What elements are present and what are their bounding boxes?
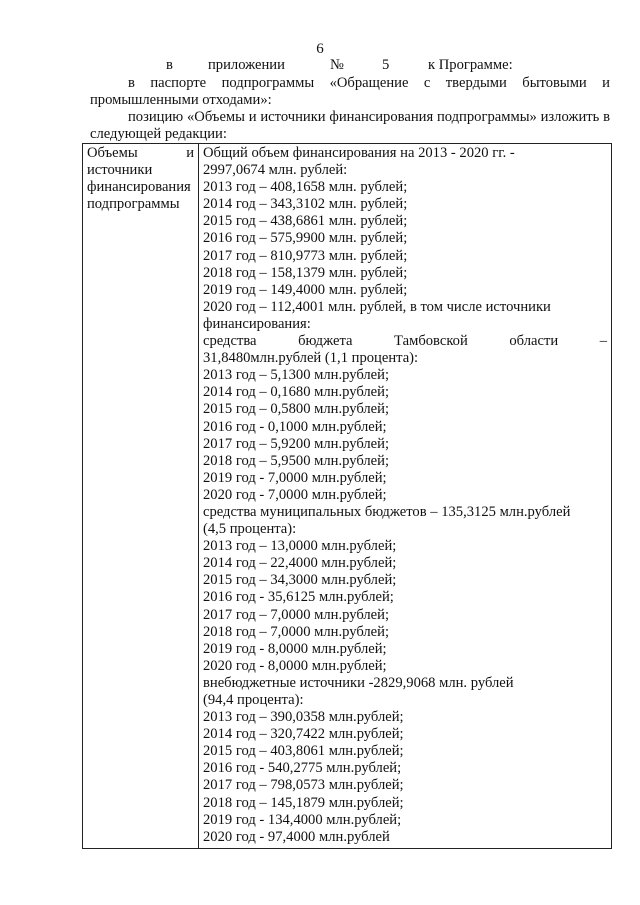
heading-line: источники (87, 162, 153, 179)
financing-line: 2018 год – 158,1379 млн. рублей; (203, 264, 408, 281)
financing-line: средства муниципальных бюджетов – 135,3125 млн.рублей (203, 503, 571, 520)
financing-line: 2020 год - 8,0000 млн.рублей; (203, 657, 387, 674)
heading-line: подпрограммы (87, 196, 180, 213)
financing-line: 2017 год – 5,9200 млн.рублей; (203, 435, 390, 452)
financing-line: 2019 год – 149,4000 млн. рублей; (203, 281, 408, 298)
financing-line: 2017 год – 7,0000 млн.рублей; (203, 606, 390, 623)
financing-line: 2020 год - 7,0000 млн.рублей; (203, 486, 387, 503)
financing-line: 2019 год - 134,4000 млн.рублей; (203, 811, 402, 828)
financing-line: 2015 год – 0,5800 млн.рублей; (203, 401, 390, 418)
financing-line: Общий объем финансирования на 2013 - 2020 гг. - (203, 145, 515, 161)
table-row (83, 144, 612, 849)
financing-table (82, 143, 612, 849)
financing-line: 2017 год – 798,0573 млн.рублей; (203, 777, 404, 794)
financing-line: 2016 год - 0,1000 млн.рублей; (203, 418, 387, 435)
financing-line: средства бюджета Тамбовской области – (203, 333, 607, 350)
financing-line: 2018 год – 7,0000 млн.рублей; (203, 623, 390, 640)
heading-line (87, 145, 194, 162)
financing-line: внебюджетные источники -2829,9068 млн. рублей (203, 674, 514, 691)
financing-line: 2018 год – 145,1879 млн.рублей; (203, 794, 404, 811)
financing-line: 2013 год – 13,0000 млн.рублей; (203, 538, 397, 555)
intro-word: 5 (382, 57, 390, 73)
heading-line: финансирования (87, 179, 191, 196)
financing-line: 2018 год – 5,9500 млн.рублей; (203, 452, 390, 469)
financing-line: 31,8480млн.рублей (1,1 процента): (203, 350, 419, 367)
intro-paragraph-passport: в паспорте подпрограммы «Обращение с твердыми бытовыми и промышленными отходами»: (90, 75, 610, 108)
financing-line: 2015 год – 438,6861 млн. рублей; (203, 213, 408, 230)
financing-line: 2016 год – 575,9900 млн. рублей; (203, 230, 408, 247)
financing-line: 2016 год - 540,2775 млн.рублей; (203, 760, 402, 777)
financing-line: 2020 год - 97,4000 млн.рублей (203, 828, 390, 845)
financing-line: 2015 год – 403,8061 млн.рублей; (203, 743, 404, 760)
heading-word: Объемы (87, 145, 138, 161)
financing-line: 2013 год – 5,1300 млн.рублей; (203, 367, 390, 384)
financing-line: 2013 год – 408,1658 млн. рублей; (203, 179, 408, 196)
financing-line: 2014 год – 22,4000 млн.рублей; (203, 555, 397, 572)
financing-line: 2020 год – 112,4001 млн. рублей, в том числе источники (203, 298, 551, 315)
financing-line: 2014 год – 320,7422 млн.рублей; (203, 726, 404, 743)
financing-line: 2019 год - 8,0000 млн.рублей; (203, 640, 387, 657)
financing-line: 2017 год – 810,9773 млн. рублей; (203, 247, 408, 264)
intro-word: в (166, 57, 173, 73)
position-heading-cell (83, 144, 199, 849)
financing-line: 2019 год - 7,0000 млн.рублей; (203, 469, 387, 486)
financing-line: 2013 год – 390,0358 млн.рублей; (203, 709, 404, 726)
financing-line: 2997,0674 млн. рублей: (203, 162, 348, 179)
financing-line: 2014 год – 343,3102 млн. рублей; (203, 196, 408, 213)
intro-paragraph-position: позицию «Объемы и источники финансирования подпрограммы» изложить в следующей редакции: (90, 109, 610, 142)
financing-line: (4,5 процента): (203, 521, 297, 538)
financing-line: 2015 год – 34,3000 млн.рублей; (203, 572, 397, 589)
intro-word: № (330, 57, 344, 73)
financing-line: (94,4 процента): (203, 692, 304, 708)
financing-line: 2016 год - 35,6125 млн.рублей; (203, 589, 394, 606)
financing-details-cell (199, 144, 612, 849)
intro-word: к Программе: (428, 57, 513, 73)
page-number: 6 (316, 41, 324, 57)
financing-line: 2014 год – 0,1680 млн.рублей; (203, 384, 390, 401)
financing-line: финансирования: (203, 315, 311, 332)
intro-line-1 (90, 57, 610, 74)
intro-word: приложении (208, 57, 285, 73)
heading-word: и (186, 145, 194, 161)
